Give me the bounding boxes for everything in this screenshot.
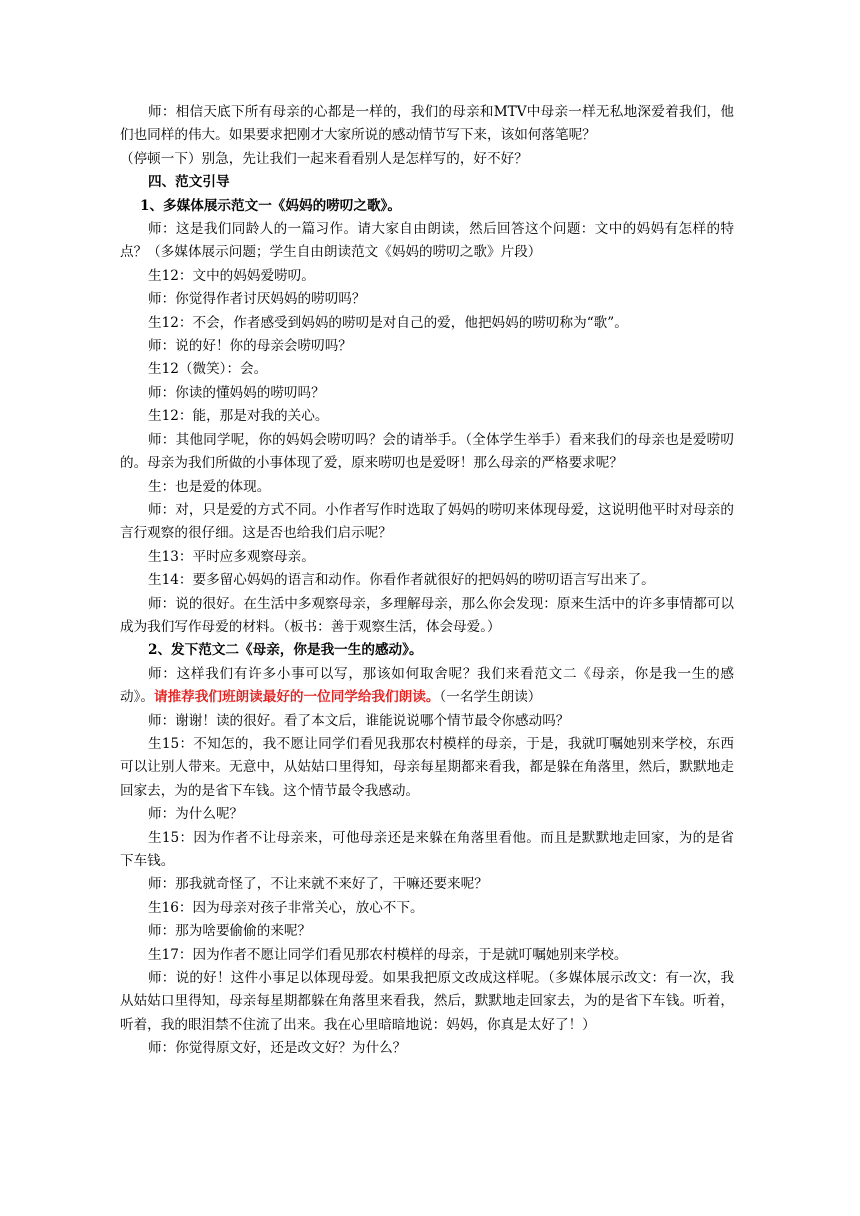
paragraph: 生17：因为作者不愿让同学们看见那农村模样的母亲，于是就叮嘱她别来学校。 <box>148 946 628 963</box>
paragraph: 生16：因为母亲对孩子非常关心，放心不下。 <box>148 899 424 916</box>
paragraph: （停顿一下）别急，先让我们一起来看看别人是怎样写的，好不好？ <box>120 150 528 167</box>
paragraph: 师：那为啥要偷偷的来呢？ <box>148 923 312 940</box>
paragraph: 师：你读的懂妈妈的唠叨吗？ <box>148 384 325 401</box>
paragraph: 生15：因为作者不让母亲来，可他母亲还是来躲在角落里看他。而且是默默地走回家，为的是省下车钱。 <box>120 829 734 869</box>
paragraph: 生12（微笑）：会。 <box>148 361 268 378</box>
paragraph: 生12：文中的妈妈爱唠叨。 <box>148 267 315 284</box>
subsection-heading: 2、发下范文二《母亲，你是我一生的感动》。 <box>148 642 423 659</box>
document-page <box>120 101 734 1061</box>
paragraph: 生13：平时应多观察母亲。 <box>148 548 315 565</box>
paragraph: 生15：不知怎的，我不愿让同学们看见我那农村模样的母亲，于是，我就叮嘱她别来学校，东西可以让别人带来。无意中，从姑姑口里得知，母亲每星期都来看我，都是躲在角落里，然后，默默地走回家去，为的是省下车钱。这个情节最令我感动。 <box>120 735 734 799</box>
paragraph-text: 师：这样我们有许多小事可以写，那该如何取舍呢？我们来看范文二《母亲，你是我一生的感动》。 <box>120 665 734 706</box>
paragraph: 师：这是我们同龄人的一篇习作。请大家自由朗读，然后回答这个问题：文中的妈妈有怎样的特点？（多媒体展示问题；学生自由朗读范文《妈妈的唠叨之歌》片段） <box>120 221 734 261</box>
section-heading: 四、范文引导 <box>148 174 230 191</box>
paragraph-text: （一名学生朗读） <box>439 689 542 706</box>
paragraph: 师：那我就奇怪了，不让来就不来好了，干嘛还要来呢？ <box>148 876 488 893</box>
paragraph: 生12：不会，作者感受到妈妈的唠叨是对自己的爱，他把妈妈的唠叨称为“歌”。 <box>148 314 628 331</box>
paragraph: 师：你觉得原文好，还是改文好？为什么？ <box>148 1040 407 1057</box>
paragraph: 师：对，只是爱的方式不同。小作者写作时选取了妈妈的唠叨来体现母爱，这说明他平时对母亲的言行观察的很仔细。这是否也给我们启示呢？ <box>120 501 734 542</box>
paragraph: 生12：能，那是对我的关心。 <box>148 408 329 425</box>
paragraph: 师：说的好！这件小事足以体现母爱。如果我把原文改成这样呢。（多媒体展示改文：有一次，我从姑姑口里得知，母亲每星期都躲在角落里来看我，然后，默默地走回家去，为的是省下车钱。听着，听着，我的眼泪禁不住流了出来。我在心里暗暗地说：妈妈，你真是太好了！） <box>120 970 734 1033</box>
highlighted-text: 请推荐我们班朗读最好的一位同学给我们朗读。 <box>153 689 440 706</box>
paragraph: 师：说的很好。在生活中多观察母亲，多理解母亲，那么你会发现：原来生活中的许多事情都可以成为我们写作母爱的材料。（板书：善于观察生活，体会母爱。） <box>120 595 734 635</box>
paragraph: 师：你觉得作者讨厌妈妈的唠叨吗？ <box>148 291 366 308</box>
paragraph: 师：为什么呢？ <box>148 806 244 823</box>
subsection-heading: 1、多媒体展示范文一《妈妈的唠叨之歌》。 <box>140 197 401 214</box>
paragraph: 生14：要多留心妈妈的语言和动作。你看作者就很好的把妈妈的唠叨语言写出来了。 <box>148 572 655 589</box>
paragraph <box>120 663 734 710</box>
paragraph: 师：谢谢！读的很好。看了本文后，谁能说说哪个情节最令你感动吗？ <box>148 712 570 729</box>
paragraph: 师：相信天底下所有母亲的心都是一样的，我们的母亲和MTV中母亲一样无私地深爱着我们，他们也同样的伟大。如果要求把刚才大家所说的感动情节写下来，该如何落笔呢？ <box>120 104 734 144</box>
paragraph: 师：说的好！你的母亲会唠叨吗？ <box>148 338 352 355</box>
paragraph: 生：也是爱的体现。 <box>148 478 271 495</box>
paragraph: 师：其他同学呢，你的妈妈会唠叨吗？会的请举手。（全体学生举手）看来我们的母亲也是爱唠叨的。母亲为我们所做的小事体现了爱，原来唠叨也是爱呀！那么母亲的严格要求呢？ <box>120 431 734 472</box>
